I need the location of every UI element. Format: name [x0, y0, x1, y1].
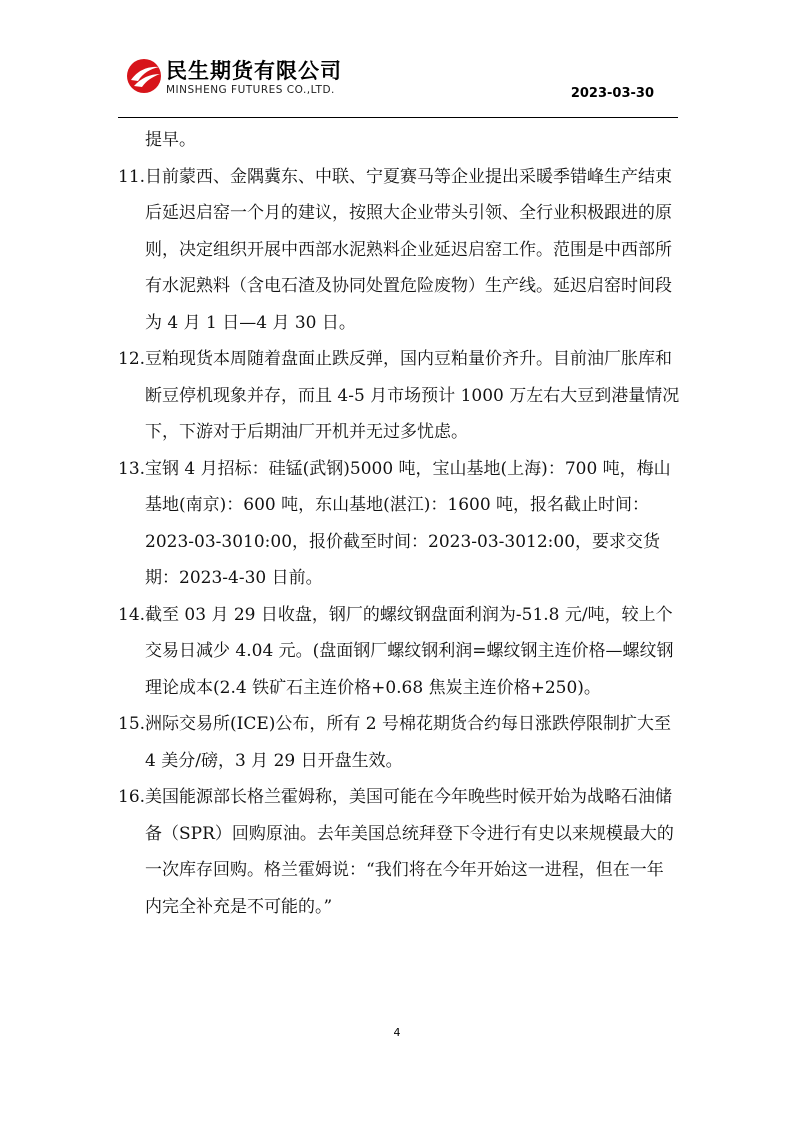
- item-text: 豆粕现货本周随着盘面止跌反弹，国内豆粕量价齐升。目前油厂胀库和断豆停机现象并存，而且 4-5 月市场预计 1000 万左右大豆到港量情况下，下游对于后期油厂开机并无过多忧虑。: [145, 349, 680, 442]
- item-text: 洲际交易所(ICE)公布，所有 2 号棉花期货合约每日涨跌停限制扩大至 4 美分/磅，3 月 29 日开盘生效。: [145, 714, 672, 771]
- continuation-text: 提早。: [145, 130, 196, 150]
- item-number: 14.: [118, 604, 146, 625]
- news-item: [118, 341, 680, 451]
- news-item: [118, 779, 680, 925]
- news-item: [118, 159, 680, 342]
- page-number: 4: [393, 1026, 401, 1039]
- item-number: 15.: [118, 714, 146, 734]
- item-text: 美国能源部长格兰霍姆称，美国可能在今年晚些时候开始为战略石油储备（SPR）回购原油。去年美国总统拜登下令进行有史以来规模最大的一次库存回购。格兰霍姆说：“我们将在今年开始这一进程，但在一年内完全补充是不可能的。”: [145, 787, 674, 917]
- header-divider: [118, 117, 678, 118]
- company-name-cn: 民生期货有限公司: [166, 59, 342, 83]
- item-number: 11.: [118, 166, 146, 187]
- item-text: 截至 03 月 29 日收盘，钢厂的螺纹钢盘面利润为-51.8 元/吨，较上个交易日减少 4.04 元。(盘面钢厂螺纹钢利润=螺纹钢主连价格—螺纹钢理论成本(2.4 铁矿石主连价格+0.68 焦炭主连价格+250)。: [145, 604, 674, 698]
- item-text: 日前蒙西、金隅冀东、中联、宁夏赛马等企业提出采暖季错峰生产结束后延迟启窑一个月的建议，按照大企业带头引领、全行业积极跟进的原则，决定组织开展中西部水泥熟料企业延迟启窑工作。范围是中西部所有水泥熟料（含电石渣及协同处置危险废物）生产线。延迟启窑时间段为 4 月 1 日—4 月 30 日。: [145, 166, 672, 333]
- news-item: [118, 597, 680, 707]
- item-number: 12.: [118, 349, 146, 369]
- news-item: [118, 706, 680, 779]
- item-text: 宝钢 4 月招标：硅锰(武钢)5000 吨，宝山基地(上海)：700 吨，梅山基地(南京)：600 吨，东山基地(湛江)：1600 吨，报名截止时间：2023-03-3010:00，报价截至时间：2023-03-3012:00，要求交货期：2023-4-30 日前。: [145, 458, 671, 588]
- page-header: [118, 52, 678, 118]
- item-number: 16.: [118, 787, 146, 807]
- company-name-en: MINSHENG FUTURES CO.,LTD.: [166, 84, 335, 96]
- item-number: 13.: [118, 458, 146, 479]
- minsheng-logo-icon: [124, 56, 164, 96]
- report-date: 2023-03-30: [570, 86, 654, 101]
- news-item: [118, 451, 680, 597]
- report-body: [118, 122, 680, 925]
